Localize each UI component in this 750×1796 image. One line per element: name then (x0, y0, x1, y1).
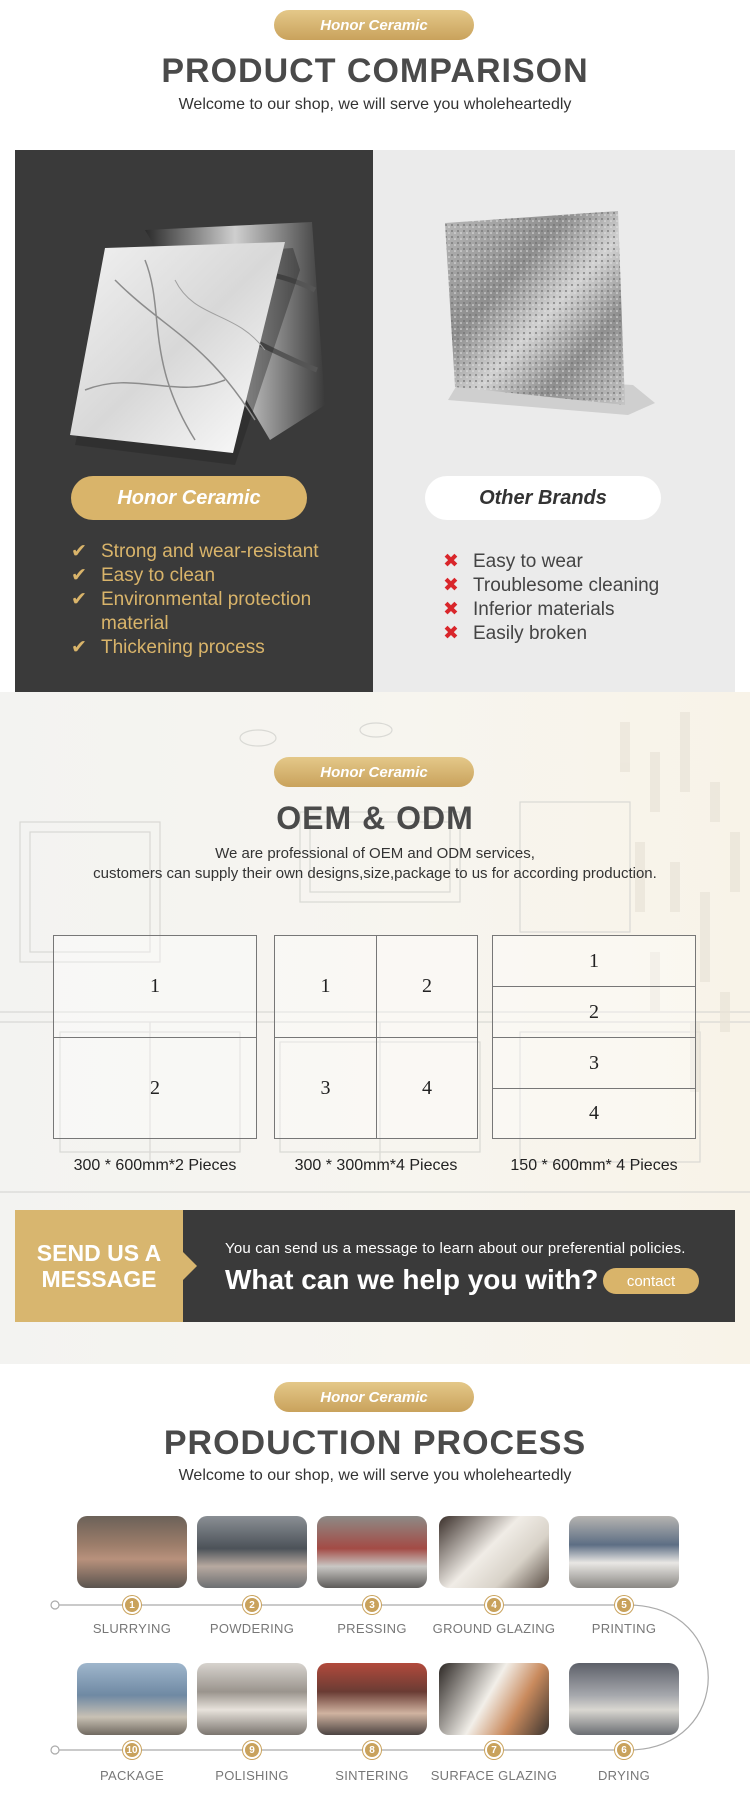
check-icon: ✔ (71, 637, 87, 658)
message-headline: What can we help you with? (225, 1264, 599, 1295)
process-photo (439, 1516, 549, 1588)
brand-badge-top: Honor Ceramic (274, 10, 474, 40)
step-label: DRYING (597, 1768, 651, 1783)
process-photo (569, 1663, 679, 1735)
layout-grid-4-squares (274, 935, 478, 1139)
list-item-text: Environmental protection material (101, 589, 312, 634)
step-label: PACKAGE (100, 1768, 164, 1783)
send-message-line-2: MESSAGE (41, 1266, 157, 1292)
process-photo (569, 1516, 679, 1588)
list-item-text: Easily broken (473, 623, 588, 644)
honor-label-pill: Honor Ceramic (71, 476, 307, 520)
grid-cell: 4 (422, 1076, 432, 1099)
message-banner (183, 1210, 735, 1322)
check-icon: ✔ (71, 565, 87, 586)
honor-panel (15, 150, 373, 692)
grid-cell: 1 (320, 975, 331, 997)
process-photo (439, 1663, 549, 1735)
honor-points-list (71, 540, 361, 660)
list-item-text: Thickening process (101, 637, 265, 658)
other-points-list (443, 550, 723, 646)
list-item (443, 622, 723, 646)
grid-cell: 2 (150, 1076, 160, 1099)
grid-cell: 3 (320, 1076, 331, 1099)
contact-button[interactable]: contact (603, 1268, 699, 1294)
list-item-text: Strong and wear-resistant (101, 541, 319, 562)
grid-cell: 1 (589, 949, 599, 972)
send-message-line-1: SEND US A (36, 1240, 162, 1266)
list-item (71, 540, 361, 564)
list-item (443, 574, 723, 598)
list-item-text: Troublesome cleaning (473, 575, 660, 596)
cross-icon: ✖ (443, 551, 459, 572)
list-item (71, 588, 361, 636)
process-photo (317, 1516, 427, 1588)
brand-badge-oem: Honor Ceramic (274, 757, 474, 787)
send-message-box (15, 1210, 183, 1322)
step-label: POLISHING (215, 1768, 289, 1783)
process-photo (77, 1516, 187, 1588)
list-item-text: Easy to wear (473, 551, 583, 572)
honor-tile-image (55, 220, 345, 470)
step-label: PRINTING (591, 1621, 657, 1636)
list-item (443, 598, 723, 622)
layout-caption: 300 * 300mm*4 Pieces (294, 1157, 458, 1174)
oem-line-1: We are professional of OEM and ODM services, (215, 845, 535, 862)
list-item (443, 550, 723, 574)
step-number: 8 (363, 1741, 381, 1759)
step-number: 1 (123, 1596, 141, 1614)
step-number: 10 (123, 1741, 141, 1759)
grid-cell: 4 (589, 1102, 599, 1124)
message-arrow (183, 1252, 197, 1280)
layout-caption: 300 * 600mm*2 Pieces (73, 1157, 237, 1174)
step-label: SURFACE GLAZING (430, 1768, 558, 1783)
oem-line-2: customers can supply their own designs,size,package to us for according production. (93, 865, 657, 882)
comparison-subtitle: Welcome to our shop, we will serve you wholeheartedly (178, 96, 572, 113)
step-label: SLURRYING (92, 1621, 172, 1636)
comparison-title: PRODUCT COMPARISON (161, 52, 589, 90)
list-item-text: Inferior materials (473, 599, 615, 620)
other-label-pill: Other Brands (425, 476, 661, 520)
grid-cell: 2 (589, 1000, 599, 1023)
process-photo (317, 1663, 427, 1735)
step-number: 6 (615, 1741, 633, 1759)
step-number: 2 (243, 1596, 261, 1614)
list-item (71, 636, 361, 660)
cross-icon: ✖ (443, 575, 459, 596)
check-icon: ✔ (71, 541, 87, 562)
layout-caption: 150 * 600mm* 4 Pieces (510, 1157, 678, 1174)
cross-icon: ✖ (443, 599, 459, 620)
layout-grid-2-pieces (53, 935, 257, 1139)
process-photo (197, 1663, 307, 1735)
step-label: POWDERING (209, 1621, 295, 1636)
process-photo (77, 1663, 187, 1735)
step-label: SINTERING (335, 1768, 409, 1783)
list-item (71, 564, 361, 588)
step-number: 9 (243, 1741, 261, 1759)
step-label: PRESSING (337, 1621, 407, 1636)
check-icon: ✔ (71, 589, 87, 610)
grid-cell: 2 (422, 975, 432, 997)
process-title: PRODUCTION PROCESS (163, 1424, 587, 1462)
other-brands-panel (373, 150, 735, 692)
step-number: 7 (485, 1741, 503, 1759)
step-number: 5 (615, 1596, 633, 1614)
other-tile-image (433, 205, 683, 445)
cross-icon: ✖ (443, 623, 459, 644)
brand-badge-process: Honor Ceramic (274, 1382, 474, 1412)
step-number: 3 (363, 1596, 381, 1614)
list-item-text: Easy to clean (101, 565, 216, 586)
message-small-text: You can send us a message to learn about our preferential policies. (225, 1240, 686, 1257)
grid-cell: 1 (150, 975, 160, 997)
process-subtitle: Welcome to our shop, we will serve you wholeheartedly (178, 1467, 572, 1484)
process-photo (197, 1516, 307, 1588)
oem-title: OEM & ODM (276, 800, 474, 836)
step-number: 4 (485, 1596, 503, 1614)
grid-cell: 3 (589, 1051, 599, 1074)
layout-grid-4-strips (492, 935, 696, 1139)
step-label: GROUND GLAZING (432, 1621, 556, 1636)
